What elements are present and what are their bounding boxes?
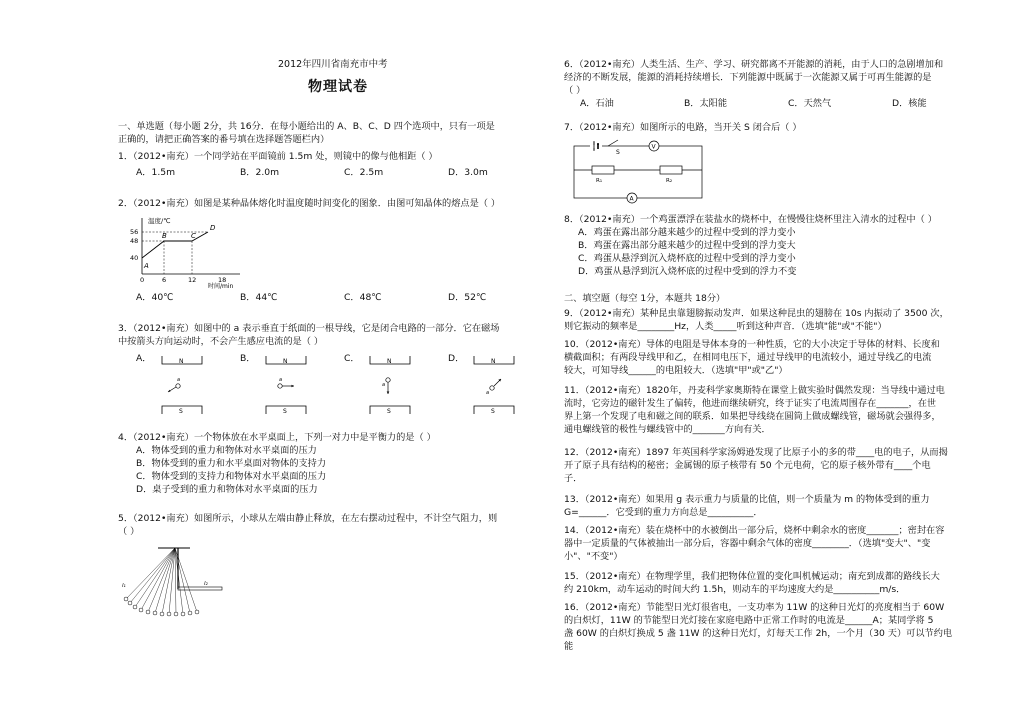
q6-option-d: D．核能 [892, 98, 927, 110]
question-12: 12．（2012•南充）1897 年英国科学家汤姆逊发现了比原子小的多的带____电的电子，从而揭 开了原子具有结构的秘密；金属锡的原子核带有 50 个元电荷，它的原子核外带有____个电 子． [564, 447, 948, 485]
graph-xtick: 6 [162, 276, 167, 284]
question-9: 9．（2012•南充）某种昆虫靠翅膀振动发声．如果这种昆虫的翅膀在 10s 内振动了 3500 次， 则它振动的频率是________Hz，人类_____听到这种声音．（选填"能"或"不能"） [564, 308, 949, 333]
q2-option-a: A．40℃ [136, 292, 174, 303]
question-5: 5．（2012•南充）如图所示，小球从左端由静止释放，在左右摆动过程中，不计空气阻力，则 （ ） [118, 512, 558, 538]
q4-option-a: A．物体受到的重力和物体对水平桌面的压力 [136, 445, 317, 457]
q2-option-d: D．52℃ [448, 292, 487, 303]
svg-text:R₁: R₁ [596, 178, 603, 184]
svg-text:N: N [179, 358, 184, 365]
graph-xtick: 12 [188, 276, 197, 284]
q3-option-a: A． N S a [136, 352, 240, 414]
question-7-stem: 7．（2012•南充）如图所示的电路，当开关 S 闭合后（ ） [564, 122, 802, 133]
graph-xtick: 18 [218, 276, 227, 284]
svg-text:a: a [279, 377, 283, 383]
section-2-heading: 二、填空题（每空 1分，本题共 18分） [564, 293, 726, 304]
question-5-stem: 5．（2012•南充）如图所示，小球从左端由静止释放，在左右摆动过程中，不计空气阻力，则 [118, 513, 498, 524]
question-6: 6．（2012•南充）人类生活、生产、学习、研究都离不开能源的消耗，由于人口的急剧增加和 经济的不断发展，能源的消耗持续增长．下列能源中既属于一次能源又属于可再生能源的是 （ ） A．石油 B．太阳能 C．天然气 D．核能 [564, 58, 996, 110]
q8-option-a: A．鸡蛋在露出部分越来越少的过程中受到的浮力变小 [578, 227, 796, 239]
graph-ytick: 40 [130, 254, 139, 262]
q8-option-c: C．鸡蛋从悬浮到沉入烧杯底的过程中受到的浮力变小 [578, 253, 796, 265]
graph-ytick: 48 [130, 237, 139, 245]
exam-name: 2012年四川省南充市中考 [278, 59, 388, 70]
svg-text:N: N [283, 358, 288, 365]
svg-text:V: V [651, 143, 656, 151]
q1-option-b: B．2.0m [240, 167, 280, 179]
q4-option-b: B．物体受到的重力和水平桌面对物体的支持力 [136, 458, 327, 470]
question-2 [118, 197, 558, 210]
question-8 [564, 213, 996, 278]
svg-text:A: A [144, 262, 149, 270]
q1-option-d: D．3.0m [448, 167, 488, 179]
q4-option-d: D．桌子受到的重力和物体对水平桌面的压力 [136, 484, 318, 496]
graph-ylabel: 温度/℃ [148, 217, 171, 225]
q6-option-a: A．石油 [580, 98, 614, 110]
question-4-stem: 4．（2012•南充）一个物体放在水平桌面上，下列一对力中是平衡力的是（ ） [118, 432, 436, 443]
q6-option-c: C．天然气 [788, 98, 832, 110]
svg-text:a: a [382, 382, 386, 388]
svg-text:S: S [283, 408, 287, 415]
question-10: 10．（2012•南充）导体的电阻是导体本身的一种性质，它的大小决定于导体的材料、长度和 横截面积；有两段导线甲和乙，在相同电压下，通过导线甲的电流较小，通过导线乙的电流 较大，可知导线______的电阻较大．（选填"甲"或"乙"） [564, 339, 940, 377]
q3-option-b: B． N S a [240, 352, 344, 414]
question-6-stem: 6．（2012•南充）人类生活、生产、学习、研究都离不开能源的消耗，由于人口的急剧增加和 [564, 59, 944, 70]
svg-text:S: S [491, 408, 495, 415]
q8-option-d: D．鸡蛋从悬浮到沉入烧杯底的过程中受到的浮力不变 [578, 266, 797, 278]
q3-option-d: D． N S a [448, 352, 552, 414]
q3-options [118, 352, 558, 414]
question-16: 16．（2012•南充）节能型日光灯很省电，一支功率为 11W 的这种日光灯的亮度相当于 60W 的白炽灯，11W 的节能型日光灯接在家庭电路中正常工作时的电流是______A；某同学将 5 盏 60W 的白炽灯换成 5 盏 11W 的这种日光灯，灯每天工作 2h，一个月（30 天）可以节约电 能 [564, 602, 953, 653]
svg-text:S: S [387, 408, 391, 415]
svg-text:l₂: l₂ [204, 581, 208, 587]
svg-text:a: a [177, 377, 181, 383]
question-1 [118, 150, 558, 179]
question-2-stem: 2．（2012•南充）如图是某种晶体熔化时温度随时间变化的图象．由图可知晶体的熔点是（ ） [118, 198, 501, 209]
q2-option-b: B．44℃ [240, 292, 278, 303]
question-7 [564, 121, 996, 134]
question-3-stem: 3．（2012•南充）如图中的 a 表示垂直于纸面的一根导线，它是闭合电路的一部分．它在磁场 [118, 323, 500, 334]
svg-text:R₂: R₂ [666, 178, 673, 184]
question-15: 15．（2012•南充）在物理学里，我们把物体位置的变化叫机械运动；南充到成都的路线长大 约 210km，动车运动的时间大约 1.5h，则动车的平均速度大约是__________m/s． [564, 571, 940, 596]
svg-text:N: N [387, 358, 392, 365]
svg-text:S: S [179, 408, 183, 415]
question-4 [118, 431, 558, 496]
question-1-stem: 1．（2012•南充）一个同学站在平面镜前 1.5m 处，则镜中的像与他相距（ ） [118, 151, 438, 162]
q6-option-b: B．太阳能 [684, 98, 728, 110]
section-1-heading: 一、单选题（每小题 2分，共 16分．在每小题给出的 A、B、C、D 四个选项中，只有一项是 正确的，请把正确答案的番号填在选择题答题栏内） [118, 121, 495, 146]
graph-xlabel: 时间/min [208, 283, 234, 290]
question-8-stem: 8．（2012•南充）一个鸡蛋漂浮在装盐水的烧杯中，在慢慢往烧杯里注入清水的过程中（ ） [564, 214, 937, 225]
circuit-figure [570, 138, 710, 208]
svg-text:S: S [616, 149, 620, 156]
q1-option-c: C．2.5m [344, 167, 384, 179]
melting-graph [128, 212, 248, 290]
question-11: 11．（2012•南充）1820年，丹麦科学家奥斯特在课堂上做实验时偶然发现：当导线中通过电 流时，它旁边的磁针发生了偏转，他进而继续研究，终于证实了电流周围存在_______，在世 界上第一个发现了电和磁之间的联系．如果把导线绕在圆筒上做成螺线管，磁场就会强得多， 通电螺线管的极性与螺线管中的_______方向有关． [564, 385, 945, 436]
page-title: 物理试卷 [308, 79, 368, 95]
q4-option-c: C．物体受到的支持力和物体对水平桌面的压力 [136, 471, 327, 483]
svg-text:B: B [162, 232, 167, 240]
svg-text:a: a [486, 390, 490, 396]
q1-option-a: A．1.5m [136, 167, 176, 179]
graph-ytick: 56 [130, 228, 139, 236]
svg-text:D: D [210, 224, 216, 232]
q2-option-c: C．48℃ [344, 292, 382, 303]
svg-text:A: A [629, 195, 634, 203]
graph-xtick: 0 [140, 276, 145, 284]
q3-option-c: C． N S a [344, 352, 448, 414]
svg-text:l₁: l₁ [122, 583, 126, 589]
question-13: 13．（2012•南充）如果用 g 表示重力与质量的比值，则一个质量为 m 的物体受到的重力 G=______．它受到的重力方向总是__________． [564, 494, 930, 519]
svg-text:N: N [491, 358, 496, 365]
svg-text:C: C [191, 232, 196, 240]
question-3: 3．（2012•南充）如图中的 a 表示垂直于纸面的一根导线，它是闭合电路的一部分．它在磁场 中按箭头方向运动时，不会产生感应电流的是（ ） [118, 322, 558, 348]
question-14: 14．（2012•南充）装在烧杯中的水被倒出一部分后，烧杯中剩余水的密度_______；密封在容 器中一定质量的气体被抽出一部分后，容器中剩余气体的密度________．（选填"变大"、"变 小"、"不变"） [564, 525, 945, 563]
pendulum-figure [120, 545, 230, 617]
q8-option-b: B．鸡蛋在露出部分越来越少的过程中受到的浮力变大 [578, 240, 796, 252]
